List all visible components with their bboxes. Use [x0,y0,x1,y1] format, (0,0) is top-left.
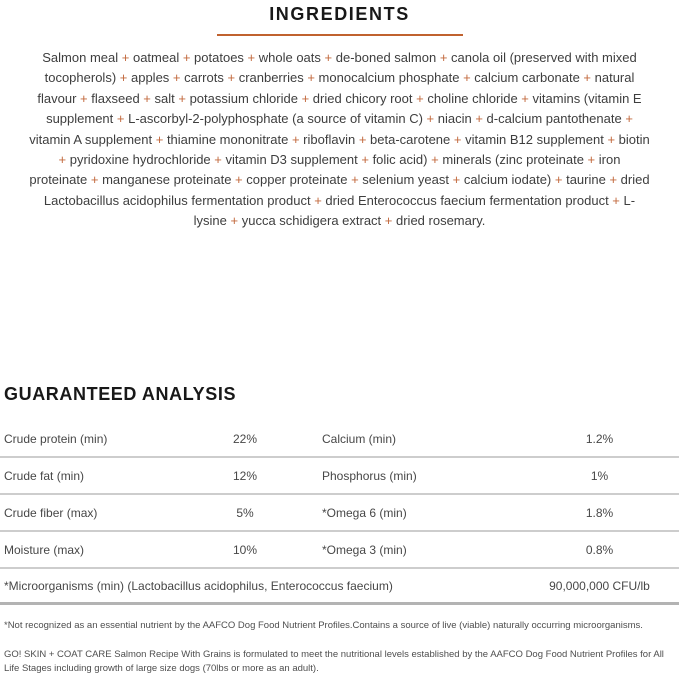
plus-separator: + [427,152,443,168]
plus-separator: + [608,192,624,208]
plus-separator: + [297,90,313,106]
analysis-label: Crude protein (min) [4,431,108,446]
analysis-value: 1.8% [585,505,614,520]
plus-separator: + [226,213,242,229]
plus-separator: + [87,172,103,188]
analysis-value: 5% [236,505,254,520]
plus-separator: + [450,131,466,147]
plus-separator: + [579,70,595,86]
plus-separator: + [357,152,373,168]
plus-separator: + [355,131,371,147]
plus-separator: + [347,172,363,188]
plus-separator: + [471,111,487,127]
plus-separator: + [288,131,304,147]
table-row-microorganisms [0,569,679,605]
analysis-label: Crude fiber (max) [4,505,98,520]
analysis-value: 0.8% [585,542,614,557]
plus-separator: + [58,152,70,168]
plus-separator: + [551,172,567,188]
plus-separator: + [381,213,396,229]
analysis-label: Phosphorus (min) [322,468,417,483]
plus-separator: + [303,70,319,86]
plus-separator: + [621,111,633,127]
plus-separator: + [436,50,452,65]
plus-separator: + [243,50,259,65]
plus-separator: + [118,50,133,65]
analysis-label: Calcium (min) [322,431,397,446]
ingredients-title: INGREDIENTS [269,4,410,24]
aafco-statement: GO! SKIN + COAT CARE Salmon Recipe With Grains is formulated to meet the nutritional levels established by the AAFCO Dog Food Nutrient Profiles for All Life Stages including growth of large size dogs (70lbs or more as an adult). [4,649,664,674]
plus-separator: + [169,70,185,86]
plus-separator: + [517,90,533,106]
plus-separator: + [223,70,239,86]
plus-separator: + [76,90,92,106]
plus-separator: + [152,131,167,147]
plus-separator: + [210,152,226,168]
ingredients-text: Salmon meal + oatmeal + potatoes + whole oats + de-boned salmon + canola oil (preserved with mixed tocopherols) + apples + carrots + cranberries + monocalcium phosphate + calcium carbonate + natural flavour + flaxseed + salt + potassium chloride + dried chicory root + choline chloride + vitamins (vitamin E supplement + L-ascorbyl-2-polyphosphate (a source of vitamin C) + niacin + d-calcium pantothenate + vitamin A supplement + thiamine mononitrate + riboflavin + beta-carotene + vitamin B12 supplement + biotin + pyridoxine hydrochloride + vitamin D3 supplement + folic acid) + minerals (zinc proteinate + iron proteinate + manganese proteinate + copper proteinate + selenium yeast + calcium iodate) + taurine + dried Lactobacillus acidophilus fermentation product + dried Enterococcus faecium fermentation product + L-lysine + yucca schidigera extract + dried rosemary. [29,50,650,229]
plus-separator: + [174,90,190,106]
guaranteed-analysis-table [0,421,679,605]
table-row [0,495,679,532]
asterisk-footnote: *Not recognized as an essential nutrient by the AAFCO Dog Food Nutrient Profiles.Contains a source of live (viable) naturally occurring microorganisms. [4,620,643,631]
analysis-value: 12% [232,468,258,483]
plus-separator: + [459,70,475,86]
analysis-label: *Omega 6 (min) [322,505,407,520]
analysis-value: 1% [590,468,609,483]
table-row [0,532,679,569]
plus-separator: + [449,172,464,188]
table-row [0,458,679,495]
analysis-label: Crude fat (min) [4,468,85,483]
analysis-label: *Microorganisms (min) (Lactobacillus acidophilus, Enterococcus faecium) [4,578,393,593]
analysis-value: 22% [232,431,258,446]
analysis-label: Moisture (max) [4,542,85,557]
plus-separator: + [583,152,599,168]
analysis-label: *Omega 3 (min) [322,542,407,557]
analysis-value: 10% [232,542,258,557]
plus-separator: + [310,192,326,208]
plus-separator: + [422,111,438,127]
guaranteed-analysis-title: GUARANTEED ANALYSIS [4,384,237,404]
title-underline [217,34,463,36]
plus-separator: + [605,172,621,188]
guaranteed-analysis-section [0,384,679,674]
table-row [0,421,679,458]
plus-separator: + [320,50,336,65]
plus-separator: + [139,90,155,106]
plus-separator: + [603,131,619,147]
plus-separator: + [412,90,428,106]
analysis-value: 1.2% [585,431,614,446]
plus-separator: + [179,50,195,65]
plus-separator: + [113,111,129,127]
analysis-value: 90,000,000 CFU/lb [549,578,650,593]
plus-separator: + [116,70,131,86]
plus-separator: + [231,172,247,188]
